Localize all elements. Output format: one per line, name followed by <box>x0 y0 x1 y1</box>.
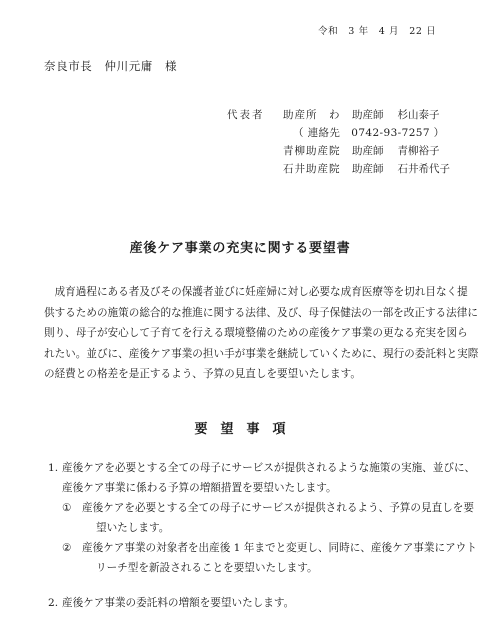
representative-row <box>227 110 450 128</box>
representative-title: 助産師 <box>352 163 384 175</box>
representative-title: 助産師 <box>352 109 384 121</box>
body-line: の経費との格差を是正するよう、予算の見直しを要望いたします。 <box>44 368 361 381</box>
document-date: 令和 3 年 4 月 22 日 <box>318 26 437 37</box>
representative-title: 助産師 <box>352 145 384 157</box>
item-text: 産後ケアを必要とする全ての母子にサービスが提供されるような施策の実施、並びに、 <box>62 462 476 474</box>
representative-org: 青柳助産院 <box>283 145 341 157</box>
representative-org: 助産所 わ <box>283 109 341 121</box>
request-body <box>44 282 479 385</box>
representative-contact-row <box>227 128 450 146</box>
addressee: 奈良市長 仲川元庸 様 <box>44 59 178 73</box>
subitem-2 <box>48 538 477 558</box>
representative-name: 杉山泰子 <box>397 109 440 121</box>
representative-label: 代表者 <box>227 109 265 121</box>
body-line: れたい。並びに、産後ケア事業の担い手が事業を継続していくために、現行の委託料と実際 <box>44 347 479 360</box>
representative-row <box>227 146 450 164</box>
subitem-continuation: リーチ型を新設されることを要望いたします。 <box>96 562 318 574</box>
subitem-text: 産後ケアを必要とする全ての母子にサービスが提供されるよう、予算の見直しを要 <box>82 502 474 514</box>
request-item-1 <box>48 458 477 478</box>
representative-row <box>227 164 450 182</box>
request-item-2 <box>48 593 477 613</box>
circle-number: ① <box>62 502 72 514</box>
request-items <box>48 458 477 613</box>
requests-heading: 要望事項 <box>194 422 299 437</box>
representative-org: 石井助産院 <box>283 163 341 175</box>
item-number: 1. <box>48 462 59 474</box>
item-text: 産後ケア事業の委託料の増額を要望いたします。 <box>62 597 295 609</box>
subitem-1 <box>48 498 477 518</box>
item-number: 2. <box>48 597 59 609</box>
representative-name: 青柳裕子 <box>397 145 440 157</box>
body-line: 成育過程にある者及びその保護者並びに妊産婦に対し必要な成育医療等を切れ目なく提 <box>44 286 468 298</box>
contact-phone: （ 連絡先 0742-93-7257 ） <box>293 127 445 139</box>
subitem-continuation: 望いたします。 <box>96 522 170 534</box>
document-title: 産後ケア事業の充実に関する要望書 <box>129 241 351 256</box>
body-line: 則り、母子が安心して子育てを行える環境整備のための産後ケア事業の更なる充実を図ら <box>44 327 468 340</box>
body-line: 供するための施策の総合的な推進に関する法律、及び、母子保健法の一部を改正する法律に <box>44 306 478 319</box>
circle-number: ② <box>62 542 72 554</box>
representative-name: 石井希代子 <box>397 163 450 175</box>
item-continuation: 産後ケア事業に係わる予算の増額措置を要望いたします。 <box>62 482 337 494</box>
representatives-block <box>227 110 450 182</box>
subitem-text: 産後ケア事業の対象者を出産後 1 年までと変更し、同時に、産後ケア事業にアウト <box>82 542 477 554</box>
